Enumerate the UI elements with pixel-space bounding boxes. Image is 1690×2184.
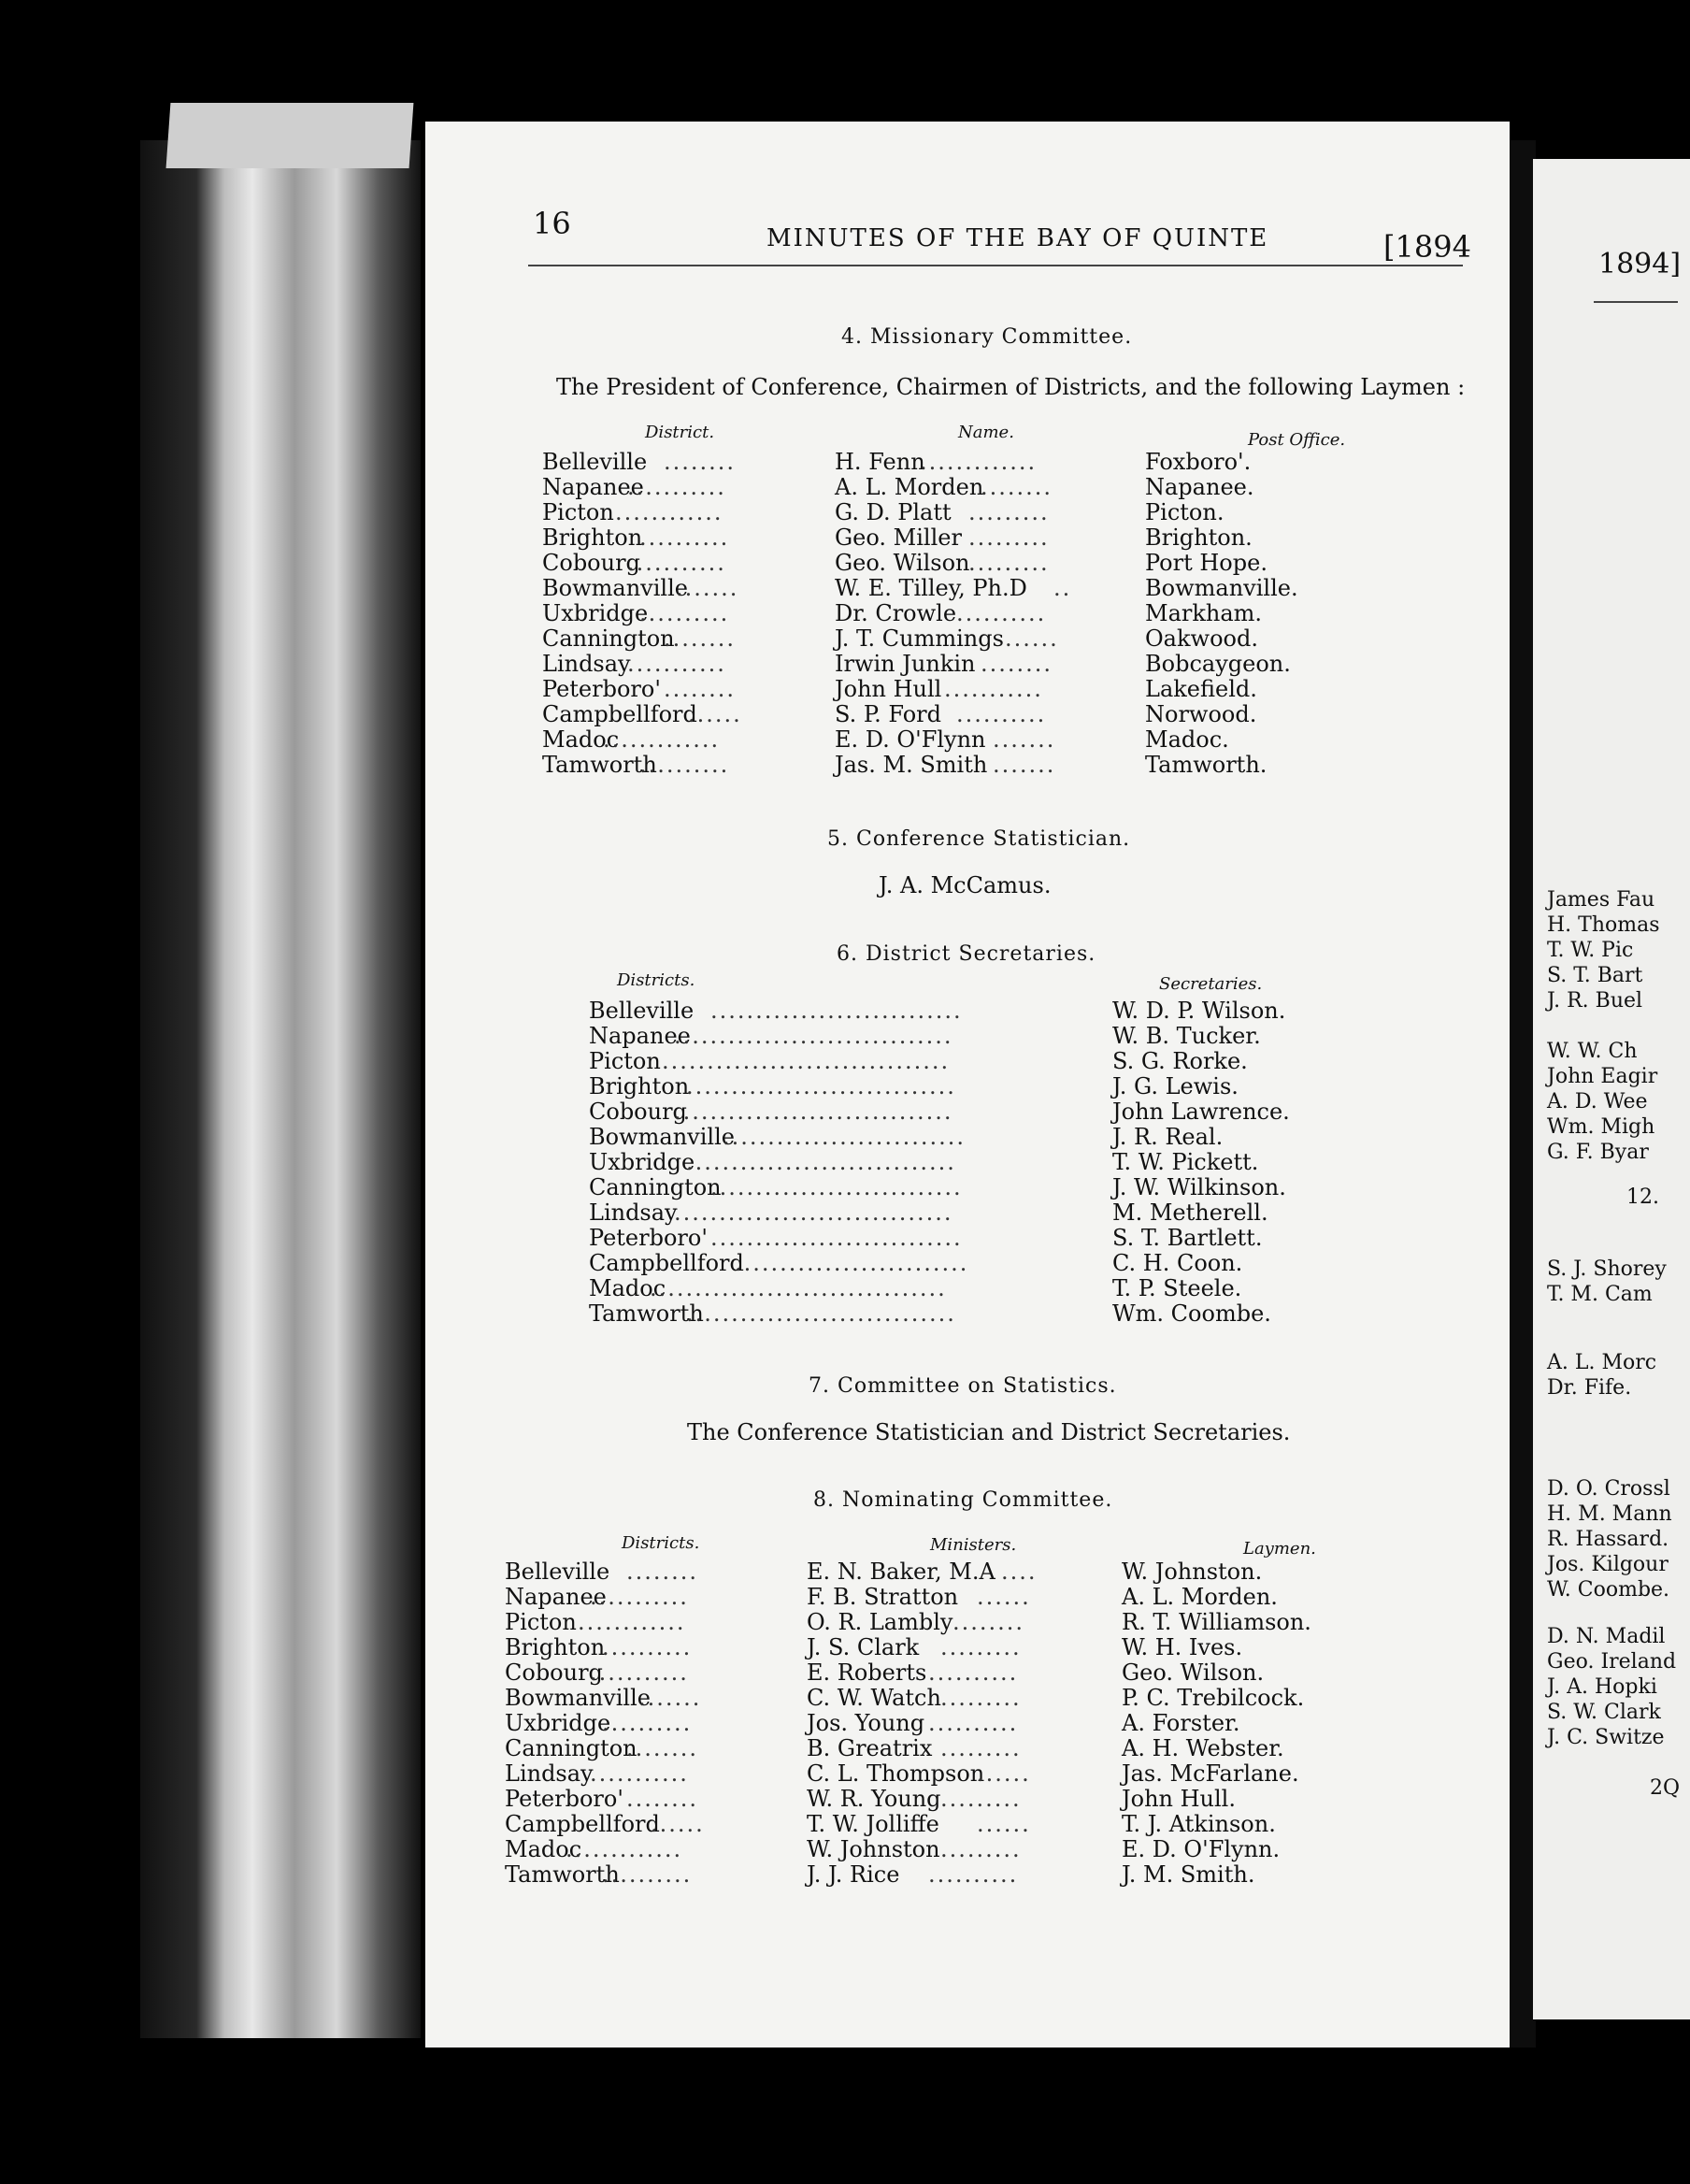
book-edge-top: [166, 103, 414, 168]
leader-dots: .......: [993, 726, 1056, 753]
minister-cell: T. W. Jolliffe: [807, 1811, 939, 1837]
minister-cell: W. R. Young: [807, 1786, 941, 1812]
leader-dots: ..............................: [686, 1300, 956, 1327]
minister-cell: F. B. Stratton: [807, 1584, 959, 1610]
district-cell: Brighton: [542, 524, 643, 551]
post-office-cell: Bobcaygeon.: [1145, 651, 1291, 677]
leader-dots: ........: [626, 1559, 699, 1585]
leader-dots: ................................: [662, 1048, 951, 1074]
right-page-line: A. D. Wee: [1547, 1090, 1648, 1114]
district-cell: Cannington: [542, 625, 675, 652]
district-cell: Lindsay: [589, 1200, 678, 1226]
name-cell: S. P. Ford: [835, 701, 942, 727]
leader-dots: .........: [968, 550, 1050, 576]
leader-dots: .......: [638, 1685, 702, 1711]
district-cell: Campbellford: [589, 1250, 744, 1276]
district-cell: Campbellford: [542, 701, 697, 727]
section7-text: The Conference Statistician and District Secretaries.: [687, 1419, 1291, 1445]
leader-dots: ...........: [627, 651, 726, 677]
leader-dots: .........: [940, 1634, 1022, 1660]
district-cell: Uxbridge: [589, 1149, 695, 1175]
minister-cell: E. Roberts: [807, 1660, 927, 1686]
right-page-line: W. Coombe.: [1547, 1578, 1670, 1602]
name-cell: Irwin Junkin: [835, 651, 976, 677]
name-cell: Dr. Crowle: [835, 600, 957, 626]
secretary-cell: W. D. P. Wilson.: [1112, 998, 1286, 1024]
layman-cell: T. J. Atkinson.: [1122, 1811, 1276, 1837]
leader-dots: .............: [566, 1836, 683, 1862]
leader-dots: ......: [651, 1811, 705, 1837]
section8-col-laymen: Laymen.: [1243, 1539, 1316, 1559]
district-cell: Cobourg: [505, 1660, 603, 1686]
right-page-line: Dr. Fife.: [1547, 1376, 1632, 1400]
minister-cell: E. N. Baker, M.A: [807, 1559, 995, 1585]
right-page-line: H. Thomas: [1547, 913, 1660, 937]
post-office-cell: Bowmanville.: [1145, 575, 1298, 601]
district-cell: Tamworth: [505, 1861, 620, 1888]
leader-dots: ...............................: [674, 1099, 953, 1125]
leader-dots: ............................: [710, 998, 963, 1024]
header-year: [1894: [1383, 229, 1471, 265]
section8-col-district: Districts.: [622, 1533, 700, 1553]
minister-cell: C. L. Thompson: [807, 1760, 985, 1787]
right-page-line: 12.: [1626, 1185, 1659, 1209]
right-page-line: D. O. Crossl: [1547, 1477, 1670, 1501]
leader-dots: ...........: [590, 1584, 689, 1610]
name-cell: John Hull: [835, 676, 942, 702]
post-office-cell: Picton.: [1145, 499, 1225, 525]
leader-dots: ..........: [639, 752, 730, 778]
post-office-cell: Norwood.: [1145, 701, 1257, 727]
district-cell: Lindsay: [505, 1760, 594, 1787]
right-page: [1533, 159, 1690, 2019]
district-cell: Bowmanville: [589, 1124, 735, 1150]
district-cell: Uxbridge: [542, 600, 649, 626]
post-office-cell: Lakefield.: [1145, 676, 1257, 702]
post-office-cell: Oakwood.: [1145, 625, 1258, 652]
right-page-line: Jos. Kilgour: [1547, 1553, 1669, 1576]
name-cell: H. Fenn: [835, 449, 925, 475]
section6-col-secretary: Secretaries.: [1159, 974, 1263, 994]
layman-cell: W. Johnston.: [1122, 1559, 1263, 1585]
leader-dots: .............: [603, 726, 721, 753]
secretary-cell: J. W. Wilkinson.: [1112, 1174, 1286, 1200]
secretary-cell: T. P. Steele.: [1112, 1275, 1242, 1301]
secretary-cell: J. G. Lewis.: [1112, 1073, 1239, 1099]
secretary-cell: S. T. Bartlett.: [1112, 1225, 1263, 1251]
layman-cell: E. D. O'Flynn.: [1122, 1836, 1281, 1862]
book-edge-left: [140, 140, 421, 2038]
district-cell: Peterboro': [589, 1225, 708, 1251]
leader-dots: .........: [940, 1786, 1022, 1812]
layman-cell: W. H. Ives.: [1122, 1634, 1243, 1660]
minister-cell: W. Johnston: [807, 1836, 940, 1862]
leader-dots: .................................: [650, 1275, 947, 1301]
minister-cell: C. W. Watch: [807, 1685, 941, 1711]
layman-cell: Jas. McFarlane.: [1122, 1760, 1299, 1787]
book-gutter: [1510, 140, 1536, 2048]
leader-dots: ..........: [602, 1634, 693, 1660]
right-page-line: H. M. Mann: [1547, 1502, 1672, 1526]
secretary-cell: J. R. Real.: [1112, 1124, 1224, 1150]
district-cell: Peterboro': [505, 1786, 623, 1812]
leader-dots: .............: [920, 449, 1038, 475]
layman-cell: A. L. Morden.: [1122, 1584, 1278, 1610]
leader-dots: ........: [664, 449, 737, 475]
leader-dots: ............: [578, 1609, 686, 1635]
leader-dots: ......: [977, 1584, 1031, 1610]
section8-col-ministers: Ministers.: [930, 1535, 1017, 1555]
leader-dots: ........: [981, 474, 1053, 500]
leader-dots: ..........: [602, 1710, 693, 1736]
district-cell: Tamworth: [542, 752, 657, 778]
leader-dots: ......: [977, 1760, 1031, 1787]
leader-dots: ...............................: [674, 1023, 953, 1049]
leader-dots: ...........................: [723, 1124, 966, 1150]
post-office-cell: Brighton.: [1145, 524, 1253, 551]
secretary-cell: M. Metherell.: [1112, 1200, 1268, 1226]
leader-dots: ...........: [590, 1660, 689, 1686]
leader-dots: .........: [940, 1836, 1022, 1862]
right-page-line: S. W. Clark: [1547, 1701, 1661, 1724]
right-page-line: W. W. Ch: [1547, 1040, 1638, 1063]
leader-dots: .......: [676, 575, 739, 601]
district-cell: Bowmanville: [505, 1685, 651, 1711]
right-page-line: Wm. Migh: [1547, 1115, 1655, 1139]
section4-col-post: Post Office.: [1248, 430, 1346, 450]
district-cell: Madoc: [505, 1836, 582, 1862]
leader-dots: ......: [688, 701, 742, 727]
district-cell: Napanee: [505, 1584, 607, 1610]
right-header-rule: [1594, 301, 1678, 303]
leader-dots: ..........: [956, 701, 1047, 727]
leader-dots: ..: [1053, 575, 1072, 601]
secretary-cell: Wm. Coombe.: [1112, 1300, 1271, 1327]
leader-dots: ...........: [590, 1760, 689, 1787]
leader-dots: ..........: [639, 524, 730, 551]
post-office-cell: Foxboro'.: [1145, 449, 1252, 475]
district-cell: Lindsay: [542, 651, 631, 677]
leader-dots: ........: [626, 1786, 699, 1812]
leader-dots: ..............................: [686, 1073, 956, 1099]
right-page-line: James Fau: [1547, 888, 1655, 912]
section8-title: 8. Nominating Committee.: [813, 1488, 1113, 1512]
leader-dots: ...........: [627, 474, 726, 500]
minister-cell: J. S. Clark: [807, 1634, 920, 1660]
leader-dots: .......: [993, 752, 1056, 778]
right-page-line: T. W. Pic: [1547, 939, 1634, 962]
layman-cell: J. M. Smith.: [1122, 1861, 1255, 1888]
right-page-line: R. Hassard.: [1547, 1528, 1669, 1551]
section4-title: 4. Missionary Committee.: [841, 325, 1133, 349]
right-page-line: T. M. Cam: [1547, 1283, 1653, 1306]
leader-dots: ........: [981, 651, 1053, 677]
post-office-cell: Madoc.: [1145, 726, 1229, 753]
name-cell: Geo. Wilson: [835, 550, 970, 576]
leader-dots: ......: [1005, 625, 1059, 652]
district-cell: Brighton: [589, 1073, 690, 1099]
leader-dots: ........: [626, 1735, 699, 1761]
district-cell: Belleville: [505, 1559, 610, 1585]
section4-col-district: District.: [645, 423, 715, 442]
section4-intro: The President of Conference, Chairmen of Districts, and the following Laymen :: [556, 374, 1466, 400]
district-cell: Picton: [542, 499, 614, 525]
right-page-line: 2Q: [1650, 1776, 1681, 1800]
district-cell: Cannington: [589, 1174, 722, 1200]
district-cell: Peterboro': [542, 676, 661, 702]
leader-dots: ............: [615, 499, 723, 525]
district-cell: Picton: [505, 1609, 577, 1635]
district-cell: Picton: [589, 1048, 661, 1074]
leader-dots: .........: [968, 499, 1050, 525]
layman-cell: P. C. Trebilcock.: [1122, 1685, 1305, 1711]
name-cell: G. D. Platt: [835, 499, 952, 525]
district-cell: Cobourg: [542, 550, 640, 576]
district-cell: Brighton: [505, 1634, 606, 1660]
district-cell: Cobourg: [589, 1099, 687, 1125]
right-page-line: G. F. Byar: [1547, 1141, 1649, 1164]
right-page-line: Geo. Ireland: [1547, 1650, 1677, 1674]
district-cell: Campbellford: [505, 1811, 660, 1837]
right-page-line: J. A. Hopki: [1547, 1675, 1657, 1699]
district-cell: Belleville: [542, 449, 648, 475]
leader-dots: ............................: [710, 1225, 963, 1251]
right-page-line: S. J. Shorey: [1547, 1257, 1667, 1281]
leader-dots: ...............................: [674, 1200, 953, 1226]
district-cell: Uxbridge: [505, 1710, 611, 1736]
layman-cell: Geo. Wilson.: [1122, 1660, 1265, 1686]
right-page-line: J. R. Buel: [1547, 989, 1643, 1013]
district-cell: Madoc: [542, 726, 620, 753]
post-office-cell: Napanee.: [1145, 474, 1254, 500]
leader-dots: ........: [952, 1609, 1025, 1635]
leader-dots: .........: [940, 1735, 1022, 1761]
layman-cell: A. H. Webster.: [1122, 1735, 1284, 1761]
layman-cell: A. Forster.: [1122, 1710, 1240, 1736]
name-cell: Geo. Miller: [835, 524, 962, 551]
name-cell: W. E. Tilley, Ph.D: [835, 575, 1027, 601]
right-page-line: J. C. Switze: [1547, 1726, 1665, 1749]
secretary-cell: C. H. Coon.: [1112, 1250, 1243, 1276]
leader-dots: ..........: [602, 1861, 693, 1888]
section5-name: J. A. McCamus.: [879, 872, 1052, 898]
secretary-cell: T. W. Pickett.: [1112, 1149, 1259, 1175]
minister-cell: B. Greatrix: [807, 1735, 933, 1761]
minister-cell: Jos. Young: [807, 1710, 925, 1736]
right-page-line: John Eagir: [1547, 1065, 1658, 1088]
leader-dots: ........: [664, 625, 737, 652]
section6-title: 6. District Secretaries.: [837, 942, 1096, 966]
section5-title: 5. Conference Statistician.: [827, 827, 1131, 851]
minister-cell: O. R. Lambly: [807, 1609, 953, 1635]
right-page-line: S. T. Bart: [1547, 964, 1643, 987]
secretary-cell: S. G. Rorke.: [1112, 1048, 1248, 1074]
leader-dots: .........: [968, 524, 1050, 551]
leader-dots: ............................: [710, 1174, 963, 1200]
section7-title: 7. Committee on Statistics.: [809, 1374, 1117, 1398]
right-page-line: D. N. Madil: [1547, 1625, 1666, 1648]
leader-dots: ..........................: [735, 1250, 969, 1276]
section4-col-name: Name.: [958, 423, 1014, 442]
left-page: [425, 122, 1510, 2048]
leader-dots: ..........: [639, 600, 730, 626]
leader-dots: ....: [1001, 1559, 1038, 1585]
secretary-cell: John Lawrence.: [1112, 1099, 1290, 1125]
leader-dots: ...........: [944, 676, 1043, 702]
district-cell: Cannington: [505, 1735, 637, 1761]
district-cell: Tamworth: [589, 1300, 704, 1327]
post-office-cell: Markham.: [1145, 600, 1263, 626]
leader-dots: ..........: [928, 1861, 1019, 1888]
section6-col-district: Districts.: [617, 970, 695, 990]
leader-dots: .........: [940, 1685, 1022, 1711]
post-office-cell: Port Hope.: [1145, 550, 1268, 576]
district-cell: Napanee: [542, 474, 644, 500]
leader-dots: ......: [977, 1811, 1031, 1837]
minister-cell: J. J. Rice: [807, 1861, 900, 1888]
name-cell: A. L. Morden: [835, 474, 984, 500]
leader-dots: ..........: [928, 1710, 1019, 1736]
right-page-year: 1894]: [1598, 248, 1682, 280]
leader-dots: ..........: [956, 600, 1047, 626]
leader-dots: ...........: [627, 550, 726, 576]
right-page-line: A. L. Morc: [1547, 1351, 1657, 1374]
district-cell: Bowmanville: [542, 575, 688, 601]
name-cell: Jas. M. Smith: [835, 752, 988, 778]
running-title: MINUTES OF THE BAY OF QUINTE: [766, 224, 1269, 252]
leader-dots: ........: [664, 676, 737, 702]
name-cell: E. D. O'Flynn: [835, 726, 986, 753]
layman-cell: R. T. Williamson.: [1122, 1609, 1311, 1635]
name-cell: J. T. Cummings: [835, 625, 1004, 652]
layman-cell: John Hull.: [1122, 1786, 1236, 1812]
secretary-cell: W. B. Tucker.: [1112, 1023, 1261, 1049]
district-cell: Belleville: [589, 998, 695, 1024]
page-number: 16: [533, 206, 571, 241]
district-cell: Napanee: [589, 1023, 691, 1049]
leader-dots: ..........: [928, 1660, 1019, 1686]
post-office-cell: Tamworth.: [1145, 752, 1268, 778]
district-cell: Madoc: [589, 1275, 666, 1301]
leader-dots: ..............................: [686, 1149, 956, 1175]
header-rule: [528, 265, 1463, 266]
